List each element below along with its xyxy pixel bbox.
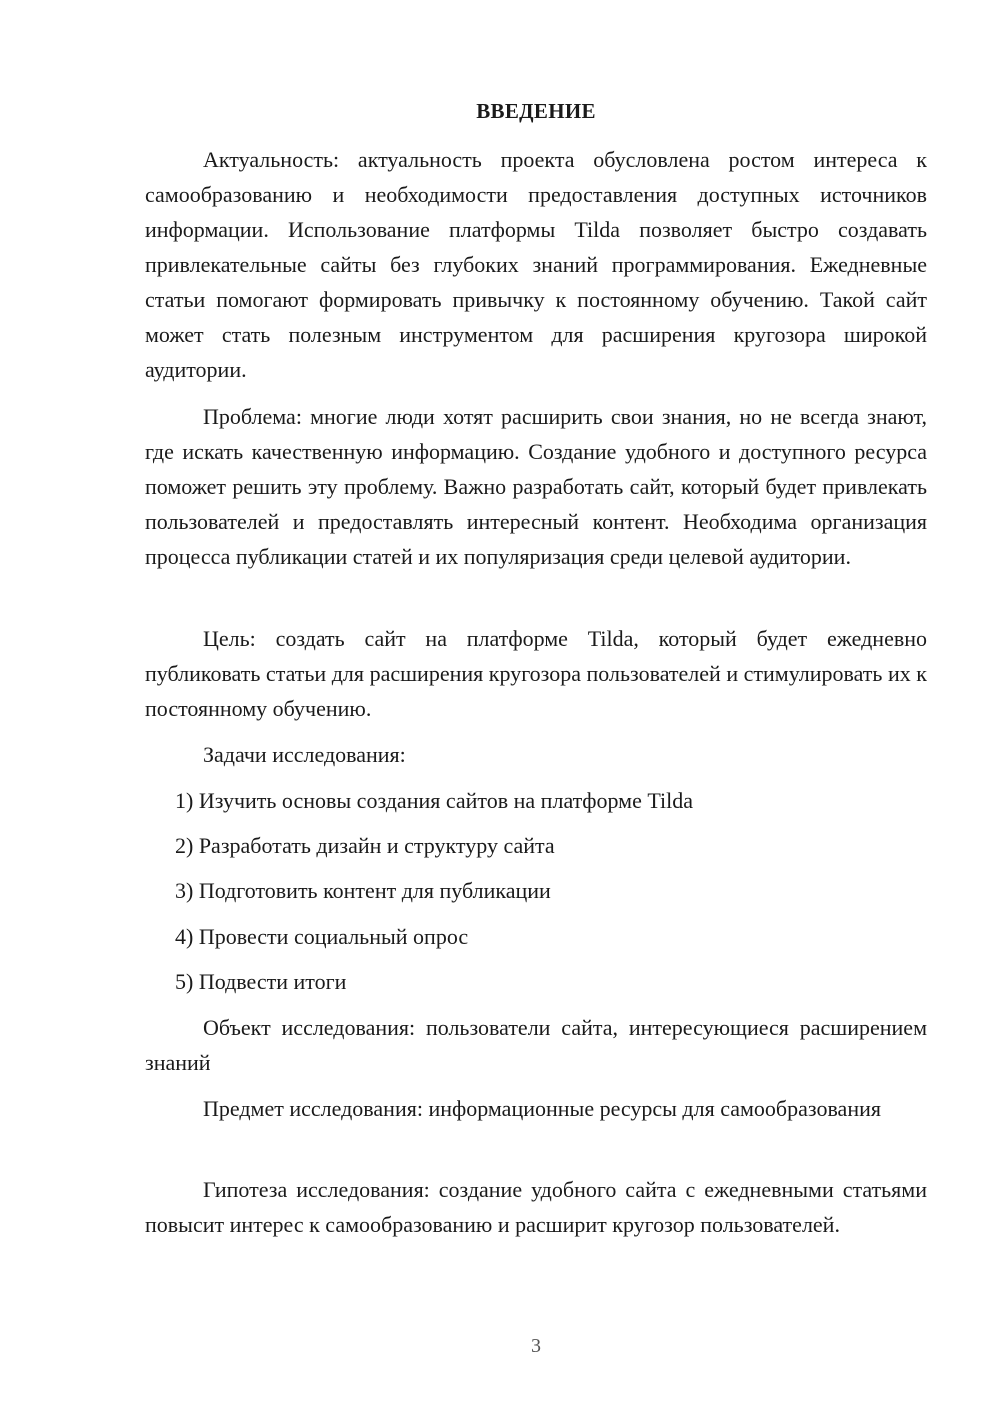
task-item: 2) Разработать дизайн и структуру сайта [175, 833, 555, 858]
relevance-paragraph: Актуальность: актуальность проекта обусловлена ростом интереса к самообразованию и необходимости предоставления доступных источников информации. Использование платформы Tilda позволяет быстро создавать привлекательные сайты без глубоких знаний программирования. Ежедневные статьи помогают формировать привычку к постоянному обучению. Такой сайт может стать полезным инструментом для расширения кругозора широкой аудитории. [145, 147, 927, 382]
hypothesis-paragraph: Гипотеза исследования: создание удобного сайта с ежедневными статьями повысит интерес к самообразованию и расширит кругозор пользователей. [145, 1177, 927, 1237]
problem-paragraph: Проблема: многие люди хотят расширить свои знания, но не всегда знают, где искать качественную информацию. Создание удобного и доступного ресурса поможет решить эту проблему. Важно разработать сайт, который будет привлекать пользователей и предоставлять интересный контент. Необходима организация процесса публикации статей и их популяризация среди целевой аудитории. [145, 404, 927, 569]
task-item: 3) Подготовить контент для публикации [175, 878, 551, 903]
goal-paragraph: Цель: создать сайт на платформе Tilda, который будет ежедневно публиковать статьи для расширения кругозора пользователей и стимулировать их к постоянному обучению. [145, 626, 927, 721]
task-item: 4) Провести социальный опрос [175, 924, 469, 949]
page-number: 3 [531, 1335, 541, 1357]
task-item: 5) Подвести итоги [175, 969, 347, 994]
tasks-heading: Задачи исследования: [203, 742, 406, 767]
object-paragraph: Объект исследования: пользователи сайта, интересующиеся расширением знаний [145, 1015, 927, 1075]
section-title: ВВЕДЕНИЕ [476, 99, 596, 123]
task-item: 1) Изучить основы создания сайтов на платформе Tilda [175, 788, 694, 813]
subject-paragraph: Предмет исследования: информационные ресурсы для самообразования [203, 1096, 881, 1121]
